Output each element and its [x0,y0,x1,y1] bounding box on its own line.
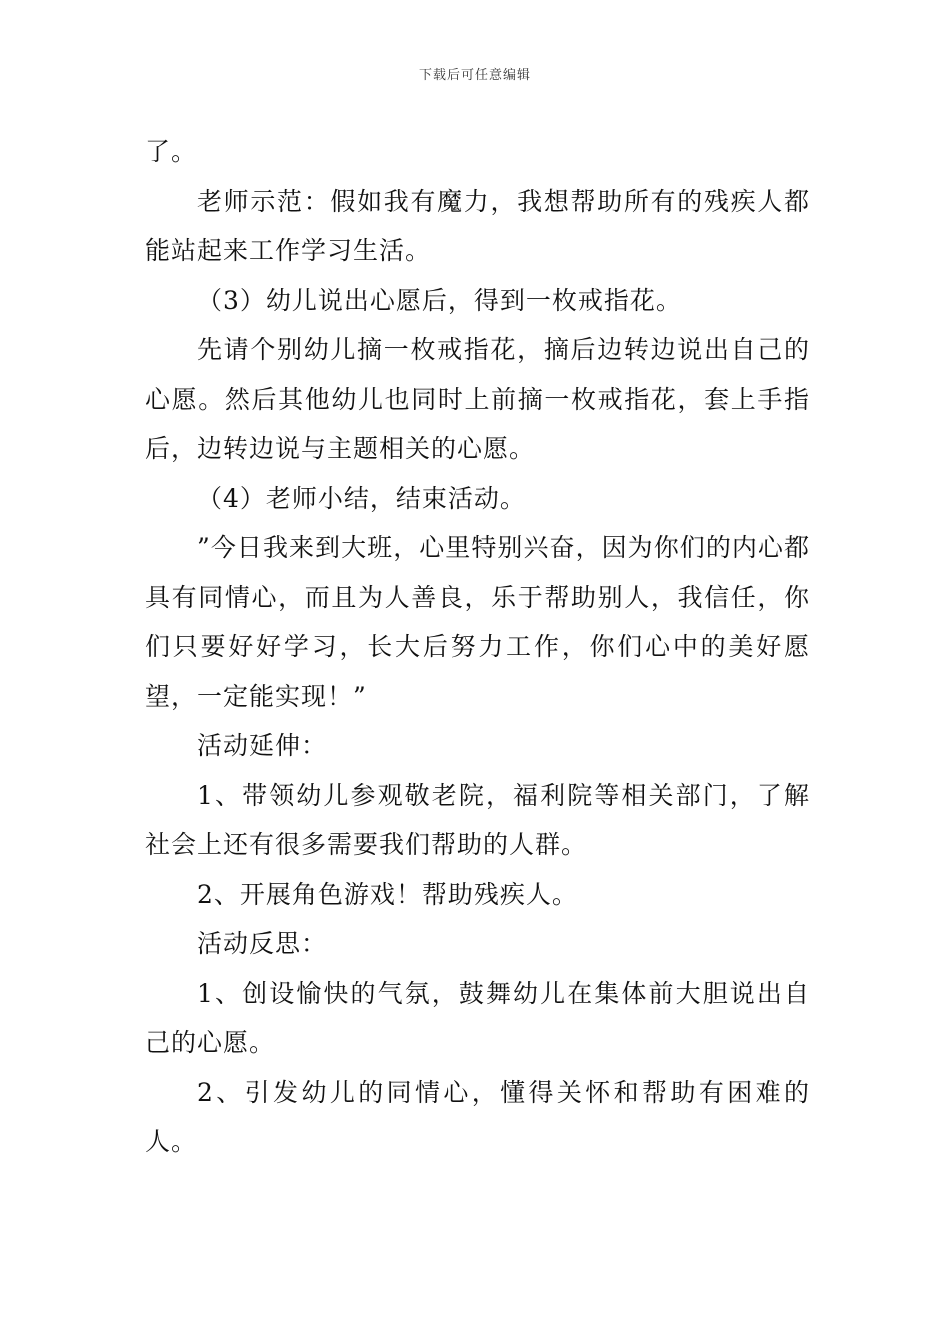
paragraph-step-3: （3）幼儿说出心愿后，得到一枚戒指花。 [197,285,682,315]
paragraph-extension-2: 2、开展角色游戏！帮助残疾人。 [197,879,578,909]
paragraph-step-4: （4）老师小结，结束活动。 [197,483,526,513]
paragraph-extension-1: 1、带领幼儿参观敬老院，福利院等相关部门，了解社会上还有很多需要我们帮助的人群。 [145,780,810,859]
document-body [145,127,810,1167]
paragraph-continuation: 了。 [145,137,198,166]
heading-activity-reflection: 活动反思： [197,929,328,958]
paragraph-reflection-1: 1、创设愉快的气氛，鼓舞幼儿在集体前大胆说出自己的心愿。 [145,978,810,1057]
paragraph-teacher-quote: ”今日我来到大班，心里特别兴奋，因为你们的内心都具有同情心，而且为人善良，乐于帮助别人，我信任，你们只要好好学习，长大后努力工作，你们心中的美好愿望，一定能实现！” [145,533,810,711]
paragraph-ring-flower: 先请个别幼儿摘一枚戒指花，摘后边转边说出自己的心愿。然后其他幼儿也同时上前摘一枚戒指花，套上手指后，边转边说与主题相关的心愿。 [145,335,810,463]
page-header: 下载后可任意编辑 [418,68,531,83]
paragraph-reflection-2: 2、引发幼儿的同情心，懂得关怀和帮助有困难的人。 [145,1077,810,1156]
heading-activity-extension: 活动延伸： [197,731,328,760]
paragraph-teacher-demo: 老师示范：假如我有魔力，我想帮助所有的残疾人都能站起来工作学习生活。 [145,186,810,265]
